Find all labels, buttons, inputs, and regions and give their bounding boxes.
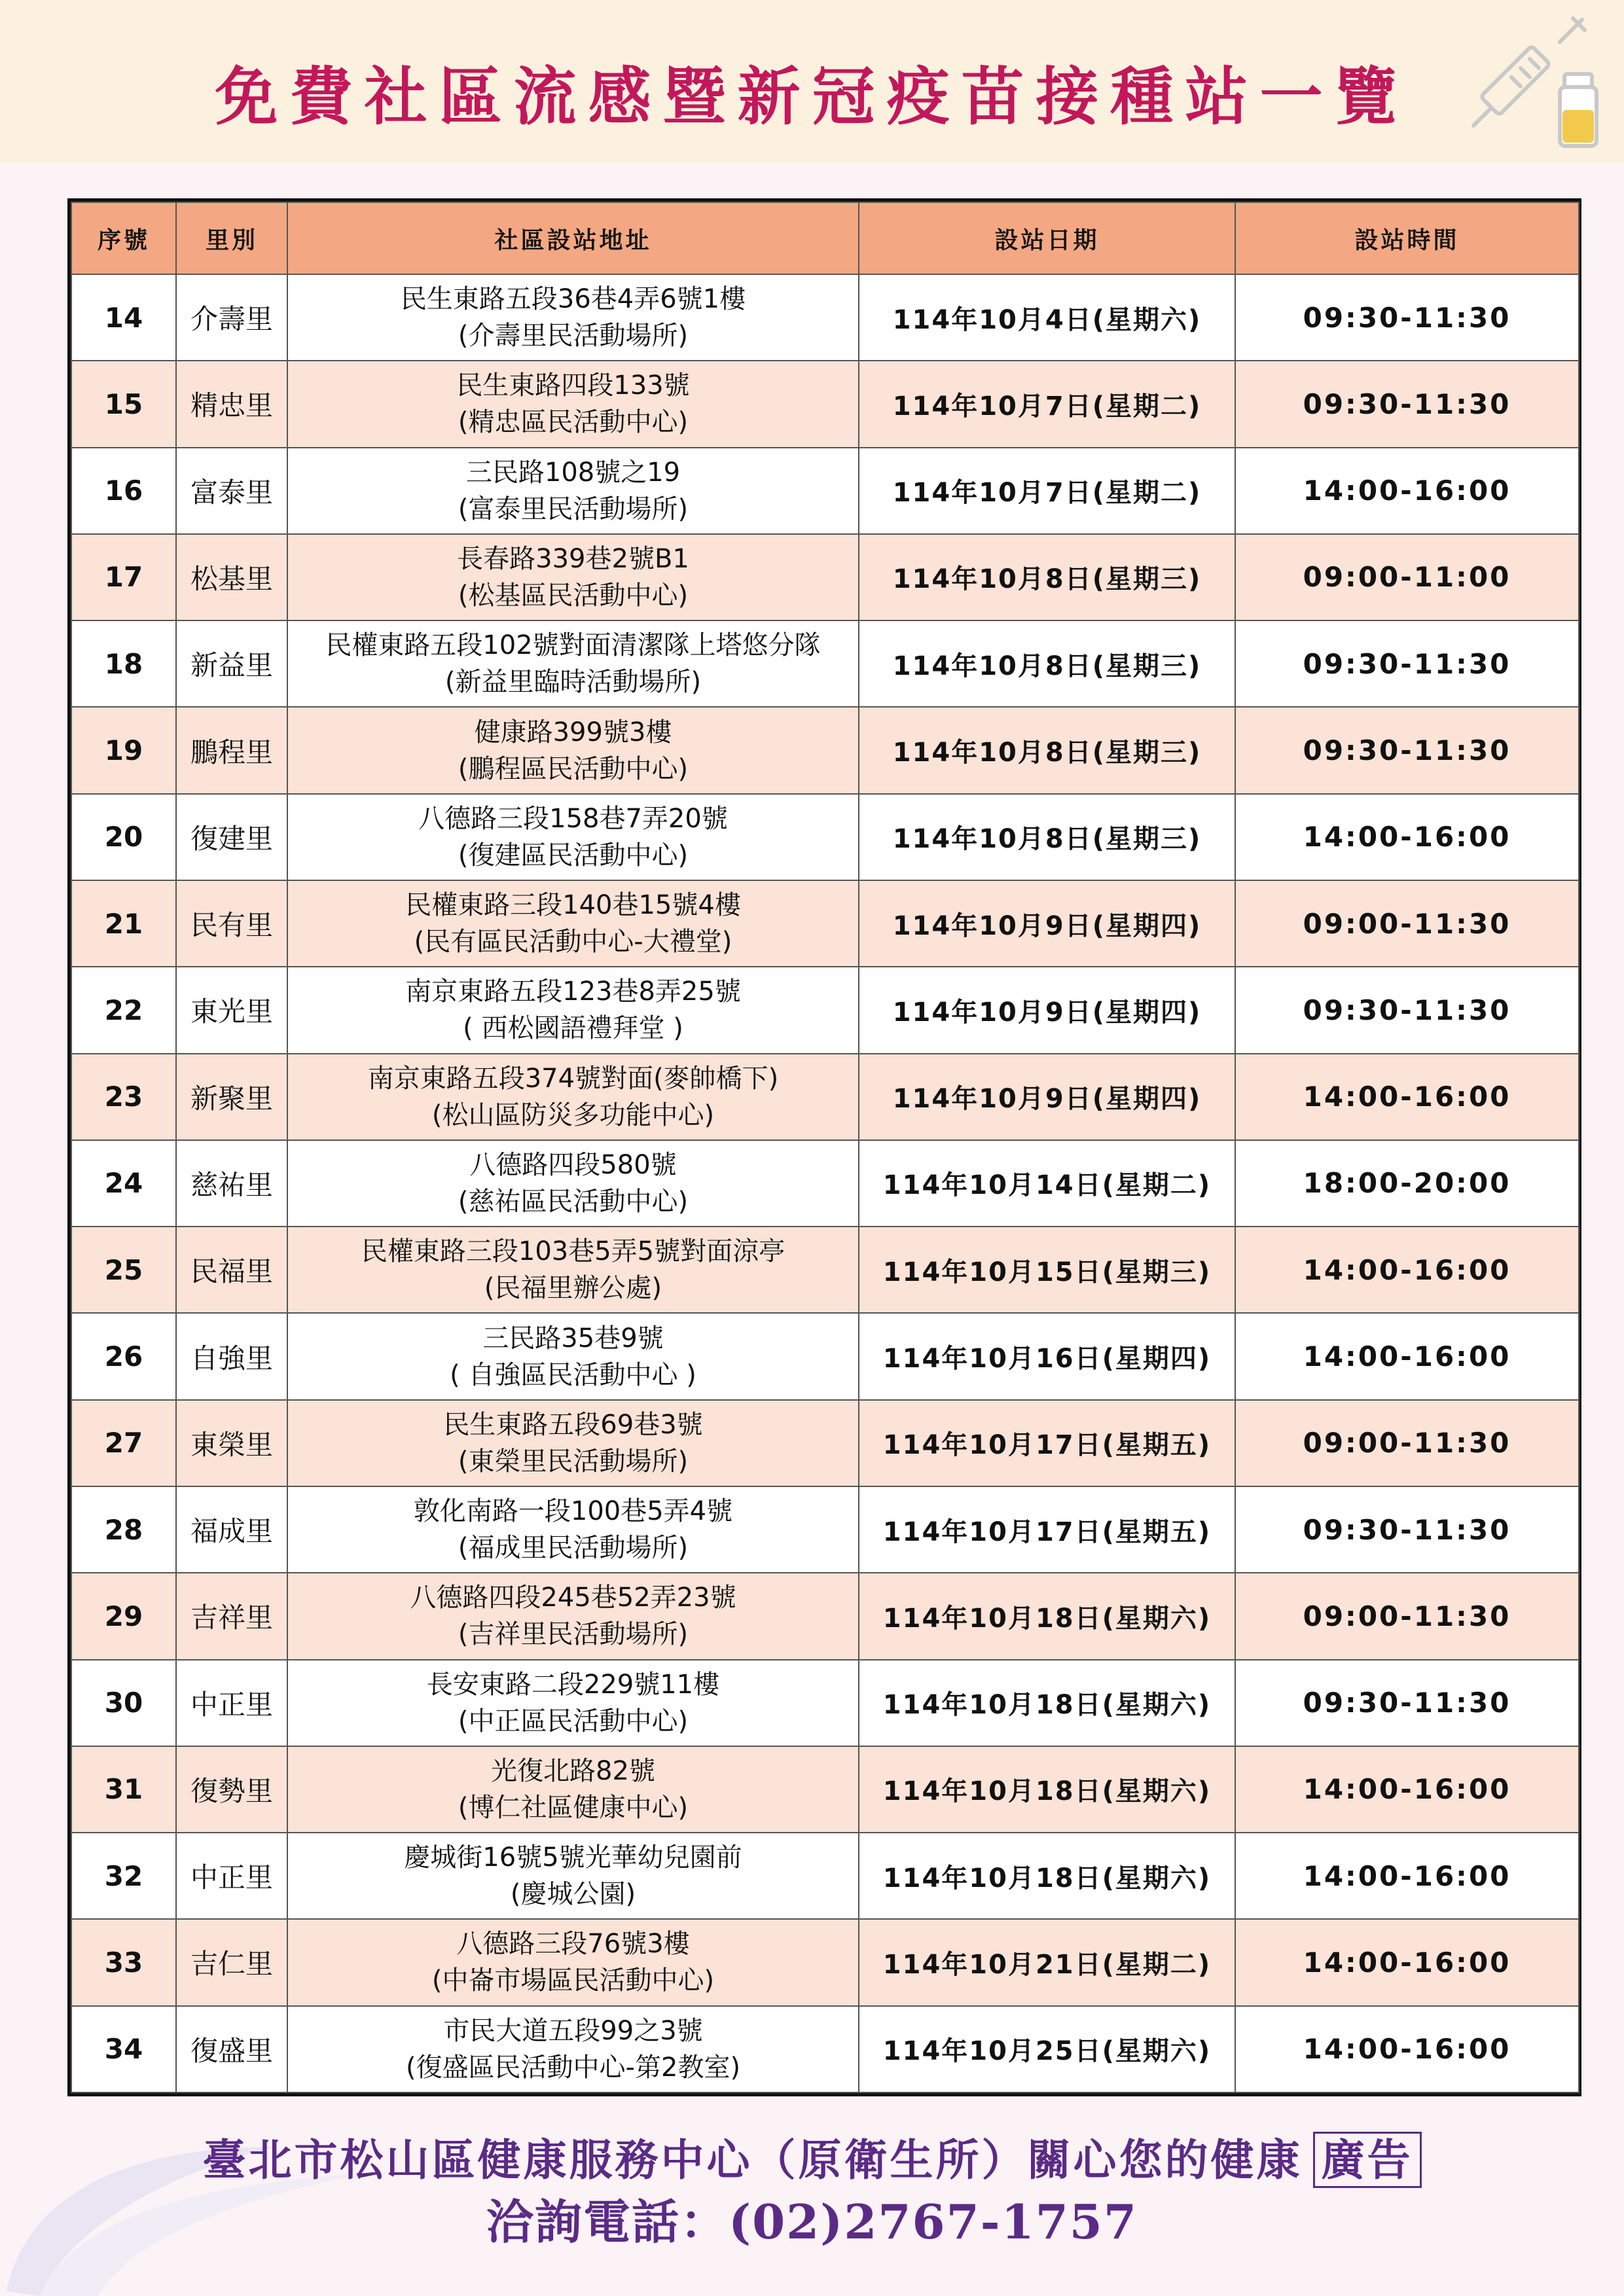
table-row bbox=[71, 448, 1579, 534]
cell-date: 114年10月18日(星期六) bbox=[859, 1746, 1235, 1833]
column-header-time: 設站時間 bbox=[1235, 202, 1579, 274]
cell-time: 09:30-11:30 bbox=[1235, 620, 1579, 707]
cell-address bbox=[287, 361, 859, 447]
address-venue: (中正區民活動中心) bbox=[458, 1706, 689, 1736]
table-row bbox=[71, 1660, 1579, 1746]
vaccination-stations-table bbox=[67, 198, 1581, 2096]
cell-village: 復盛里 bbox=[176, 2006, 287, 2092]
address-line: 民生東路五段69巷3號 bbox=[443, 1409, 703, 1440]
cell-address bbox=[287, 880, 859, 967]
cell-no: 34 bbox=[71, 2006, 176, 2092]
address-venue: (介壽里民活動場所) bbox=[458, 321, 689, 351]
cell-date: 114年10月18日(星期六) bbox=[859, 1573, 1235, 1659]
cell-time: 09:00-11:30 bbox=[1235, 880, 1579, 967]
cell-date: 114年10月8日(星期三) bbox=[859, 534, 1235, 620]
cell-village: 介壽里 bbox=[176, 274, 287, 361]
cell-village: 東榮里 bbox=[176, 1400, 287, 1486]
cell-village: 復勢里 bbox=[176, 1746, 287, 1833]
column-header-no: 序號 bbox=[71, 202, 176, 274]
address-line: 市民大道五段99之3號 bbox=[443, 2015, 703, 2046]
cell-date: 114年10月9日(星期四) bbox=[859, 880, 1235, 967]
cell-time: 14:00-16:00 bbox=[1235, 794, 1579, 880]
cell-date: 114年10月21日(星期二) bbox=[859, 1919, 1235, 2005]
cell-no: 15 bbox=[71, 361, 176, 447]
syringe-vial-icon bbox=[1463, 5, 1620, 162]
address-line: 健康路399號3樓 bbox=[474, 717, 672, 747]
address-venue: (慈祐區民活動中心) bbox=[458, 1186, 689, 1217]
address-venue: (慶城公園) bbox=[510, 1879, 636, 1910]
address-venue: (民福里辦公處) bbox=[484, 1273, 662, 1304]
cell-village: 中正里 bbox=[176, 1833, 287, 1919]
cell-address bbox=[287, 274, 859, 361]
cell-date: 114年10月16日(星期四) bbox=[859, 1313, 1235, 1399]
address-line: 八德路四段245巷52弄23號 bbox=[410, 1583, 736, 1613]
cell-address bbox=[287, 1833, 859, 1919]
address-venue: (復盛區民活動中心-第2教室) bbox=[405, 2052, 741, 2083]
address-line: 敦化南路一段100巷5弄4號 bbox=[413, 1496, 733, 1527]
cell-village: 民有里 bbox=[176, 880, 287, 967]
cell-address bbox=[287, 1746, 859, 1833]
cell-date: 114年10月8日(星期三) bbox=[859, 707, 1235, 793]
column-header-date: 設站日期 bbox=[859, 202, 1235, 274]
address-line: 八德路四段580號 bbox=[469, 1149, 677, 1180]
cell-no: 21 bbox=[71, 880, 176, 967]
footer-phone: 洽詢電話：(02)2767-1757 bbox=[486, 2194, 1138, 2250]
table-row bbox=[71, 1573, 1579, 1659]
cell-date: 114年10月18日(星期六) bbox=[859, 1660, 1235, 1746]
cell-no: 23 bbox=[71, 1054, 176, 1140]
cell-address bbox=[287, 1140, 859, 1227]
cell-village: 民福里 bbox=[176, 1227, 287, 1313]
cell-no: 30 bbox=[71, 1660, 176, 1746]
address-venue: (中崙市場區民活動中心) bbox=[431, 1965, 715, 1996]
cell-no: 32 bbox=[71, 1833, 176, 1919]
cell-no: 19 bbox=[71, 707, 176, 793]
cell-address bbox=[287, 1400, 859, 1486]
address-line: 八德路三段76號3樓 bbox=[456, 1929, 690, 1960]
table-row bbox=[71, 1919, 1579, 2005]
address-line: 民權東路五段102號對面清潔隊上塔悠分隊 bbox=[325, 630, 821, 661]
cell-date: 114年10月4日(星期六) bbox=[859, 274, 1235, 361]
cell-date: 114年10月14日(星期二) bbox=[859, 1140, 1235, 1227]
footer-message: 臺北市松山區健康服務中心（原衛生所）關心您的健康 bbox=[202, 2134, 1303, 2185]
cell-village: 福成里 bbox=[176, 1486, 287, 1573]
address-venue: (新益里臨時活動場所) bbox=[444, 667, 702, 698]
table-row bbox=[71, 1227, 1579, 1313]
cell-time: 14:00-16:00 bbox=[1235, 1833, 1579, 1919]
cell-no: 28 bbox=[71, 1486, 176, 1573]
column-header-village: 里別 bbox=[176, 202, 287, 274]
cell-no: 26 bbox=[71, 1313, 176, 1399]
cell-no: 22 bbox=[71, 967, 176, 1053]
address-venue: (復建區民活動中心) bbox=[458, 840, 689, 870]
cell-time: 14:00-16:00 bbox=[1235, 1054, 1579, 1140]
address-venue: (松山區防災多功能中心) bbox=[431, 1100, 715, 1130]
cell-date: 114年10月15日(星期三) bbox=[859, 1227, 1235, 1313]
cell-village: 鵬程里 bbox=[176, 707, 287, 793]
cell-time: 09:00-11:30 bbox=[1235, 1573, 1579, 1659]
address-line: 民權東路三段103巷5弄5號對面涼亭 bbox=[361, 1236, 785, 1267]
cell-time: 09:30-11:30 bbox=[1235, 1660, 1579, 1746]
address-venue: ( 西松國語禮拜堂 ) bbox=[463, 1013, 683, 1044]
table-row bbox=[71, 1746, 1579, 1833]
cell-time: 09:30-11:30 bbox=[1235, 1486, 1579, 1573]
address-line: 民生東路五段36巷4弄6號1樓 bbox=[400, 284, 746, 315]
cell-address bbox=[287, 967, 859, 1053]
cell-no: 18 bbox=[71, 620, 176, 707]
column-header-address: 社區設站地址 bbox=[287, 202, 859, 274]
cell-village: 吉仁里 bbox=[176, 1919, 287, 2005]
cell-time: 14:00-16:00 bbox=[1235, 1746, 1579, 1833]
table-row bbox=[71, 1400, 1579, 1486]
cell-village: 慈祐里 bbox=[176, 1140, 287, 1227]
cell-address bbox=[287, 620, 859, 707]
cell-no: 17 bbox=[71, 534, 176, 620]
cell-village: 吉祥里 bbox=[176, 1573, 287, 1659]
address-venue: (吉祥里民活動場所) bbox=[458, 1619, 689, 1650]
address-venue: ( 自強區民活動中心 ) bbox=[450, 1359, 696, 1390]
cell-time: 14:00-16:00 bbox=[1235, 448, 1579, 534]
address-venue: (福成里民活動場所) bbox=[458, 1533, 689, 1564]
cell-no: 29 bbox=[71, 1573, 176, 1659]
table-row bbox=[71, 1140, 1579, 1227]
cell-address bbox=[287, 707, 859, 793]
address-line: 民權東路三段140巷15號4樓 bbox=[405, 890, 741, 921]
cell-time: 14:00-16:00 bbox=[1235, 1227, 1579, 1313]
table-row bbox=[71, 2006, 1579, 2092]
address-line: 民生東路四段133號 bbox=[456, 370, 690, 401]
cell-time: 09:30-11:30 bbox=[1235, 967, 1579, 1053]
cell-date: 114年10月9日(星期四) bbox=[859, 1054, 1235, 1140]
cell-address bbox=[287, 1660, 859, 1746]
cell-address bbox=[287, 1486, 859, 1573]
address-line: 八德路三段158巷7弄20號 bbox=[418, 803, 728, 834]
cell-village: 自強里 bbox=[176, 1313, 287, 1399]
cell-no: 27 bbox=[71, 1400, 176, 1486]
cell-date: 114年10月17日(星期五) bbox=[859, 1486, 1235, 1573]
cell-date: 114年10月7日(星期二) bbox=[859, 448, 1235, 534]
cell-address bbox=[287, 534, 859, 620]
address-venue: (精忠區民活動中心) bbox=[458, 407, 689, 438]
cell-village: 富泰里 bbox=[176, 448, 287, 534]
cell-time: 14:00-16:00 bbox=[1235, 1313, 1579, 1399]
table-row bbox=[71, 534, 1579, 620]
cell-address bbox=[287, 1227, 859, 1313]
cell-village: 精忠里 bbox=[176, 361, 287, 447]
cell-no: 24 bbox=[71, 1140, 176, 1227]
cell-no: 25 bbox=[71, 1227, 176, 1313]
table-row bbox=[71, 880, 1579, 967]
table-row bbox=[71, 967, 1579, 1053]
ad-badge: 廣告 bbox=[1313, 2132, 1422, 2188]
cell-address bbox=[287, 448, 859, 534]
address-venue: (東榮里民活動場所) bbox=[458, 1446, 689, 1477]
cell-address bbox=[287, 1919, 859, 2005]
cell-time: 09:00-11:00 bbox=[1235, 534, 1579, 620]
table-row bbox=[71, 1054, 1579, 1140]
cell-date: 114年10月8日(星期三) bbox=[859, 794, 1235, 880]
cell-date: 114年10月7日(星期二) bbox=[859, 361, 1235, 447]
cell-address bbox=[287, 1573, 859, 1659]
cell-address bbox=[287, 2006, 859, 2092]
address-venue: (松基區民活動中心) bbox=[458, 580, 689, 611]
cell-date: 114年10月9日(星期四) bbox=[859, 967, 1235, 1053]
address-line: 光復北路82號 bbox=[491, 1755, 655, 1786]
footer-organization bbox=[0, 2130, 1624, 2189]
cell-village: 松基里 bbox=[176, 534, 287, 620]
table-row bbox=[71, 1313, 1579, 1399]
address-line: 南京東路五段123巷8弄25號 bbox=[405, 977, 741, 1007]
cell-date: 114年10月8日(星期三) bbox=[859, 620, 1235, 707]
address-line: 三民路108號之19 bbox=[465, 457, 681, 488]
table-row bbox=[71, 620, 1579, 707]
cell-village: 東光里 bbox=[176, 967, 287, 1053]
table-row bbox=[71, 1833, 1579, 1919]
table-row bbox=[71, 274, 1579, 361]
address-venue: (鵬程區民活動中心) bbox=[458, 753, 689, 784]
address-venue: (富泰里民活動場所) bbox=[458, 493, 689, 524]
table-row bbox=[71, 707, 1579, 793]
cell-time: 09:30-11:30 bbox=[1235, 361, 1579, 447]
cell-no: 20 bbox=[71, 794, 176, 880]
page-title: 免費社區流感暨新冠疫苗接種站一覽 bbox=[215, 60, 1409, 134]
cell-date: 114年10月25日(星期六) bbox=[859, 2006, 1235, 2092]
cell-time: 09:00-11:30 bbox=[1235, 1400, 1579, 1486]
cell-date: 114年10月17日(星期五) bbox=[859, 1400, 1235, 1486]
address-venue: (博仁社區健康中心) bbox=[458, 1792, 689, 1823]
address-line: 南京東路五段374號對面(麥帥橋下) bbox=[367, 1063, 779, 1094]
cell-no: 16 bbox=[71, 448, 176, 534]
cell-village: 新聚里 bbox=[176, 1054, 287, 1140]
address-line: 長安東路二段229號11樓 bbox=[426, 1669, 720, 1700]
address-venue: (民有區民活動中心-大禮堂) bbox=[414, 927, 732, 958]
cell-no: 31 bbox=[71, 1746, 176, 1833]
address-line: 長春路339巷2號B1 bbox=[457, 543, 689, 574]
cell-no: 33 bbox=[71, 1919, 176, 2005]
cell-time: 14:00-16:00 bbox=[1235, 1919, 1579, 2005]
table-row bbox=[71, 794, 1579, 880]
table-row bbox=[71, 1486, 1579, 1573]
table-header-row bbox=[71, 202, 1579, 274]
table-row bbox=[71, 361, 1579, 447]
cell-village: 中正里 bbox=[176, 1660, 287, 1746]
cell-village: 復建里 bbox=[176, 794, 287, 880]
cell-no: 14 bbox=[71, 274, 176, 361]
address-line: 慶城街16號5號光華幼兒園前 bbox=[404, 1842, 742, 1873]
cell-time: 09:30-11:30 bbox=[1235, 274, 1579, 361]
cell-address bbox=[287, 1054, 859, 1140]
cell-date: 114年10月18日(星期六) bbox=[859, 1833, 1235, 1919]
cell-address bbox=[287, 1313, 859, 1399]
cell-village: 新益里 bbox=[176, 620, 287, 707]
cell-time: 14:00-16:00 bbox=[1235, 2006, 1579, 2092]
cell-time: 18:00-20:00 bbox=[1235, 1140, 1579, 1227]
address-line: 三民路35巷9號 bbox=[482, 1323, 664, 1354]
cell-time: 09:30-11:30 bbox=[1235, 707, 1579, 793]
cell-address bbox=[287, 794, 859, 880]
